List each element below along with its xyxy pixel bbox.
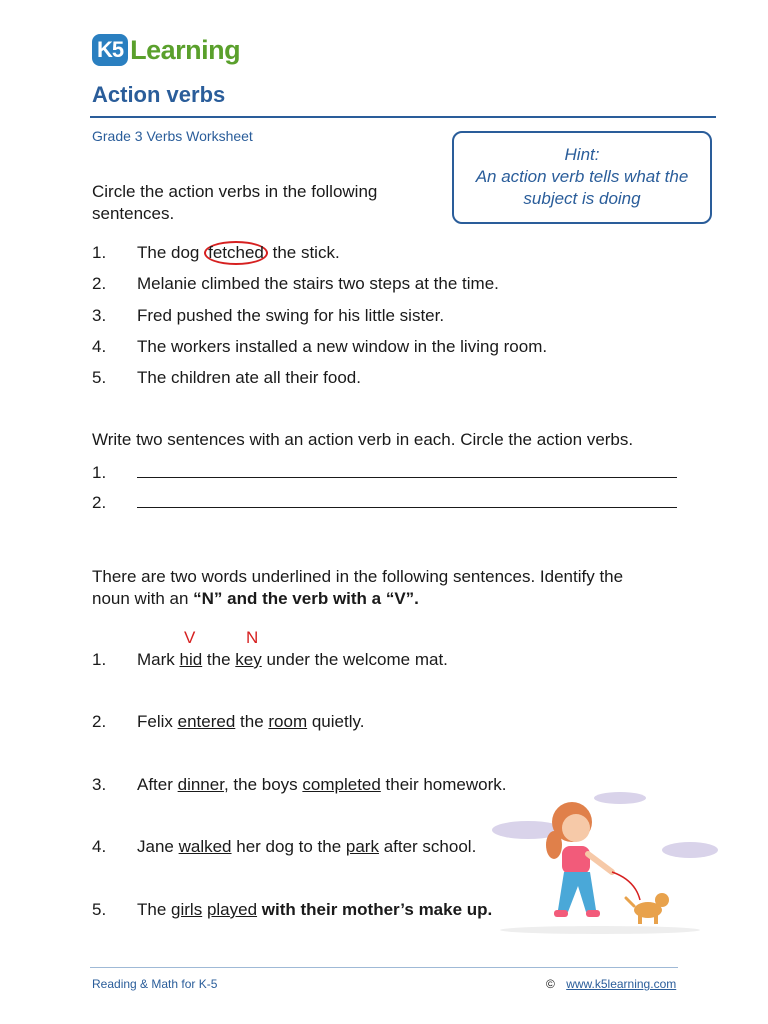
footer-divider [90,967,678,968]
text-part: , the boys [223,775,303,794]
text-part: with their mother’s make up. [257,900,493,919]
dog-leg [654,914,658,924]
dog-leg [638,914,642,924]
item-number: 5. [92,900,107,919]
instruction-line-2 [92,588,732,610]
item-text [137,710,364,734]
section2-instruction: Write two sentences with an action verb in each. Circle the action verbs. [92,430,634,449]
girl-face [562,814,590,842]
list-item [92,241,692,265]
text-part: the [235,712,269,731]
underlined-word: dinner [177,775,224,794]
underlined-word: key [235,650,262,669]
instruction-bold: “N” and the verb with a “V”. [193,589,419,608]
item-number: 1. [92,650,107,669]
circled-verb: fetched [204,241,268,265]
section3-instruction [92,566,732,610]
logo-word: Learning [130,34,241,65]
item-number: 1. [92,243,107,262]
item-number: 4. [92,837,107,856]
line-number: 2. [92,493,107,512]
blank-line[interactable] [137,461,677,478]
underlined-word: room [268,712,308,731]
girl-shoe-left [554,910,568,917]
cloud-right [662,842,718,858]
hint-box [452,131,712,224]
text-part: Felix [137,712,178,731]
ground-shadow [500,926,700,934]
item-text: Fred pushed the swing for his little sister. [137,306,445,325]
item-text: The children ate all their food. [137,368,361,387]
hint-line-1: An action verb tells what the [475,167,689,186]
hint-label: Hint: [564,145,600,164]
underlined-word: girls [171,900,203,919]
item-text: Melanie climbed the stairs two steps at the time. [137,274,499,293]
answer-line[interactable] [92,491,712,515]
item-text: The workers installed a new window in the living room. [137,337,548,356]
girl-shoe-right [586,910,600,917]
leash [612,872,640,900]
page-title: Action verbs [92,82,226,107]
girl-shirt [562,846,590,874]
text-part: Jane [137,837,179,856]
list-item [92,304,692,328]
line-number: 1. [92,463,107,482]
girl-ponytail [546,831,562,859]
list-item [92,366,692,390]
text-part: Mark [137,650,180,669]
item-text [137,241,340,265]
item-number: 3. [92,775,107,794]
instruction-plain: noun with an [92,589,194,608]
text-part: their homework. [380,775,507,794]
item-text [137,835,476,859]
answer-line[interactable] [92,461,712,485]
item-text [137,648,448,672]
item-number: 2. [92,274,107,293]
footer-copyright [546,977,676,991]
copyright-symbol: © [546,977,555,991]
item-number: 4. [92,337,107,356]
girl-arm [588,854,612,872]
underlined-word: entered [177,712,236,731]
underlined-word: completed [302,775,381,794]
cloud-top [594,792,646,804]
hint-line-2: subject is doing [523,189,641,208]
text-part: quietly. [307,712,365,731]
item-text-before: The dog [137,243,205,262]
text-part: under the welcome mat. [261,650,448,669]
dog-head [655,893,669,907]
instruction-line-1: There are two words underlined in the following sentences. Identify the [92,567,624,586]
underlined-word: hid [179,650,203,669]
item-text [137,898,492,922]
section1-instruction: Circle the action verbs in the following sentences. [92,182,378,223]
text-part: The [137,900,172,919]
text-part: the [202,650,236,669]
underlined-word: walked [178,837,232,856]
girl-pants [558,872,596,912]
title-divider [90,116,716,118]
list-item [92,710,732,734]
verb-mark: V [184,628,196,647]
footer-tagline: Reading & Math for K-5 [92,977,218,991]
girl-walking-dog-illustration [490,790,720,940]
dog-tail [626,898,634,906]
underlined-word: played [206,900,258,919]
text-part: after school. [378,837,477,856]
list-item [92,272,692,296]
item-text [137,773,507,797]
text-part: After [137,775,178,794]
list-item [92,335,692,359]
noun-mark: N [246,628,259,647]
text-part: her dog to the [231,837,346,856]
website-link[interactable]: www.k5learning.com [566,977,677,991]
logo-badge: K5 [92,34,128,66]
blank-line[interactable] [137,491,677,508]
item-text-after: the stick. [267,243,340,262]
list-item [92,648,732,672]
underlined-word: park [345,837,379,856]
item-number: 5. [92,368,107,387]
item-number: 3. [92,306,107,325]
k5-logo [92,30,240,70]
item-number: 2. [92,712,107,731]
worksheet-subtitle: Grade 3 Verbs Worksheet [92,128,253,144]
